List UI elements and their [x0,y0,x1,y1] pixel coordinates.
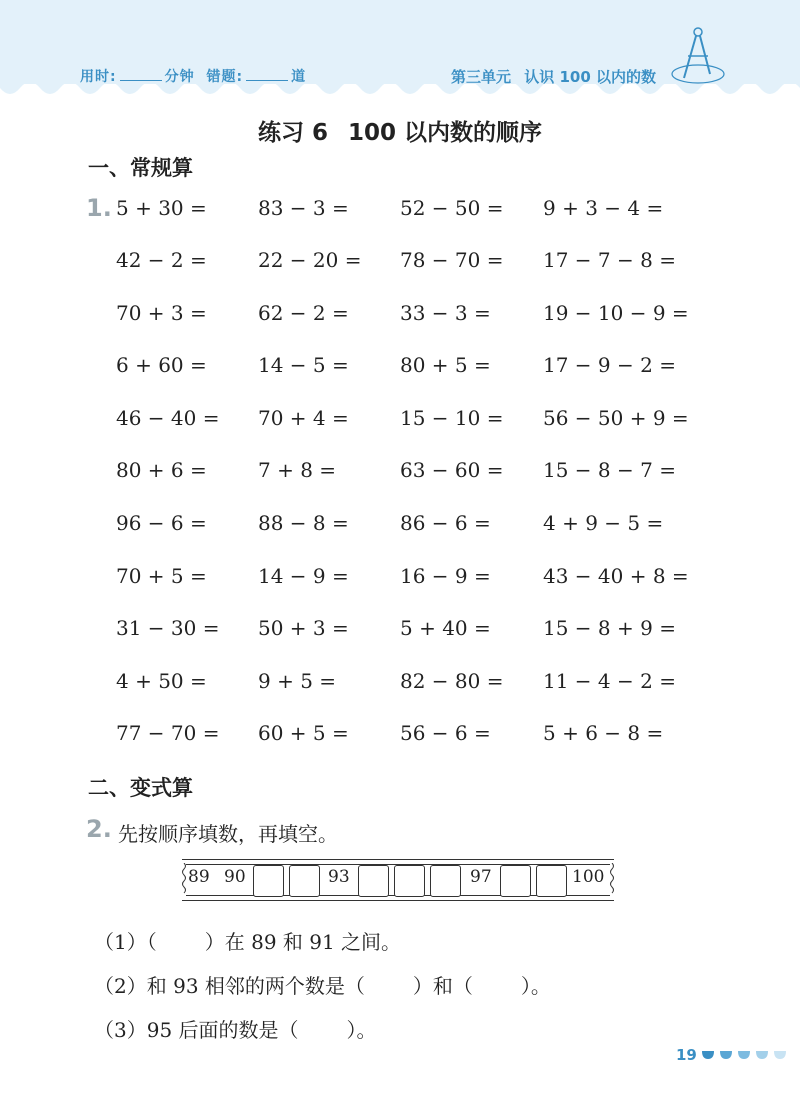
exercise-number: 练习 6 [257,120,328,146]
problem[interactable]: 42 − 2 = [116,248,207,272]
problem[interactable]: 60 + 5 = [258,721,349,745]
question2-instruction: 先按顺序填数，再填空。 [118,822,338,846]
sequence-blank[interactable] [358,865,389,897]
problem[interactable]: 77 − 70 = [116,721,220,745]
sequence-blank[interactable] [430,865,461,897]
problem[interactable]: 33 − 3 = [400,301,491,325]
problem[interactable]: 70 + 5 = [116,564,207,588]
problem[interactable]: 5 + 30 = [116,196,207,220]
subquestion-3 [94,1014,377,1043]
problem[interactable]: 96 − 6 = [116,511,207,535]
problem[interactable]: 9 + 3 − 4 = [543,196,664,220]
problem[interactable]: 80 + 5 = [400,353,491,377]
problem[interactable]: 56 − 50 + 9 = [543,406,689,430]
problem[interactable]: 11 − 4 − 2 = [543,669,676,693]
sub1-text: ）在 89 和 91 之间。 [204,930,402,954]
subquestion-2 [94,970,551,999]
exercise-topic: 100 以内数的顺序 [347,120,543,146]
sequence-blank[interactable] [394,865,425,897]
sub3-label: （3） [94,1018,147,1042]
problem[interactable]: 5 + 40 = [400,616,491,640]
problem[interactable]: 7 + 8 = [258,458,337,482]
unit-label: 第三单元 [450,68,511,86]
errors-label: 错题: [206,69,244,85]
problem[interactable]: 82 − 80 = [400,669,504,693]
problem[interactable]: 16 − 9 = [400,564,491,588]
section2-heading: 二、变式算 [88,776,193,800]
time-blank[interactable] [120,68,162,81]
problem[interactable]: 46 − 40 = [116,406,220,430]
problem[interactable]: 78 − 70 = [400,248,504,272]
time-label: 用时: [80,69,117,85]
sequence-number: 97 [470,867,492,887]
problem[interactable]: 14 − 9 = [258,564,349,588]
problem[interactable]: 50 + 3 = [258,616,349,640]
page-number: 19 [676,1046,697,1064]
problem[interactable]: 52 − 50 = [400,196,504,220]
sequence-number: 100 [572,867,605,887]
problem[interactable]: 83 − 3 = [258,196,349,220]
problem[interactable]: 15 − 8 + 9 = [543,616,676,640]
sequence-number: 89 [188,867,210,887]
sequence-blank[interactable] [253,865,284,897]
section1-heading: 一、常规算 [88,156,193,180]
errors-blank[interactable] [246,68,288,81]
question2-number: 2. [86,815,112,843]
sub3-text: 95 后面的数是（ [146,1018,299,1042]
problem[interactable]: 63 − 60 = [400,458,504,482]
sub1-open: （ [146,930,157,954]
subquestion-1 [94,926,401,955]
problem[interactable]: 4 + 9 − 5 = [543,511,664,535]
compass-icon [666,22,726,92]
problem[interactable]: 62 − 2 = [258,301,349,325]
problem[interactable]: 22 − 20 = [258,248,362,272]
question1-number: 1. [86,194,112,222]
sequence-number: 90 [224,867,246,887]
sub3-close: ）。 [346,1018,377,1042]
number-sequence-strip [182,857,614,901]
sequence-number: 93 [328,867,350,887]
problem[interactable]: 70 + 4 = [258,406,349,430]
problem[interactable]: 6 + 60 = [116,353,207,377]
problem[interactable]: 15 − 10 = [400,406,504,430]
problem[interactable]: 15 − 8 − 7 = [543,458,676,482]
sub2-mid: ）和（ [412,974,473,998]
sub2-close: ）。 [520,974,551,998]
sequence-blank[interactable] [500,865,531,897]
problem[interactable]: 4 + 50 = [116,669,207,693]
problem[interactable]: 17 − 9 − 2 = [543,353,676,377]
wavy-edge-left [180,863,188,897]
page-decoration-dots [700,1049,792,1061]
problem[interactable]: 70 + 3 = [116,301,207,325]
count-label: 道 [291,69,307,85]
unit-info [443,66,656,87]
problem[interactable]: 80 + 6 = [116,458,207,482]
problem[interactable]: 14 − 5 = [258,353,349,377]
problem[interactable]: 56 − 6 = [400,721,491,745]
page-header [0,0,800,98]
wavy-edge-right [608,863,616,897]
sequence-blank[interactable] [536,865,567,897]
problem[interactable]: 5 + 6 − 8 = [543,721,664,745]
minute-label: 分钟 [164,69,195,85]
problem[interactable]: 19 − 10 − 9 = [543,301,689,325]
sub1-label: （1） [94,930,147,954]
problem[interactable]: 9 + 5 = [258,669,337,693]
problem[interactable]: 17 − 7 − 8 = [543,248,676,272]
problem[interactable]: 86 − 6 = [400,511,491,535]
time-errors-record [80,66,306,86]
problem[interactable]: 43 − 40 + 8 = [543,564,689,588]
sequence-blank[interactable] [289,865,320,897]
sub2-text: 和 93 相邻的两个数是（ [146,974,365,998]
problem[interactable]: 31 − 30 = [116,616,220,640]
page-title [0,114,800,147]
sub2-label: （2） [94,974,147,998]
problem[interactable]: 88 − 8 = [258,511,349,535]
unit-topic: 认识 100 以内的数 [524,68,656,86]
